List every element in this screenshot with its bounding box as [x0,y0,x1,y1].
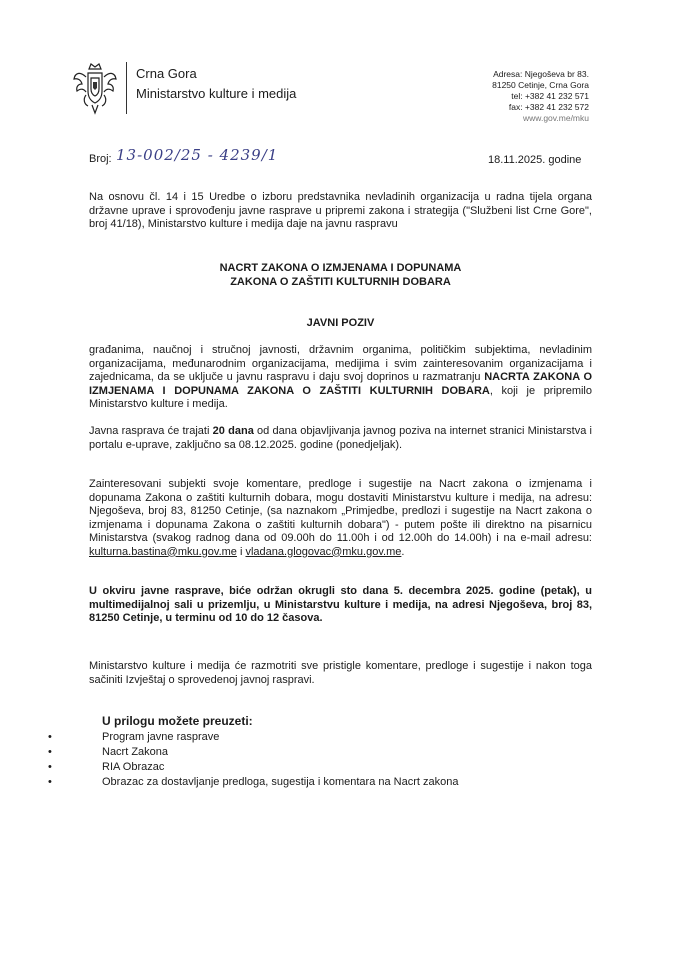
bullet-icon: • [48,746,52,758]
attachment-label: Obrazac za dostavljanje predloga, sugestija i komentara na Nacrt zakona [102,776,459,788]
ministry-name: Ministarstvo kulture i medija [136,86,297,101]
list-item[interactable] [48,775,458,790]
bullet-icon: • [48,761,52,773]
round-table-paragraph: U okviru javne rasprave, biće održan okrugli sto dana 5. decembra 2025. godine (petak), u multimedijalnoj sali u prizemlju, u Ministarstvu kulture i medija, na adresi Njegoševa, broj 83, 81250 Cetinje, u terminu od 10 do 12 časova. [89,585,592,624]
website-link[interactable]: www.gov.me/mku [523,113,589,123]
bullet-icon: • [48,776,52,788]
comments-paragraph [89,478,592,559]
bullet-icon: • [48,731,52,743]
contact-block [492,69,589,124]
invitation-draft-title: NACRTA ZAKONA O IZMJENAMA I DOPUNAMA ZAKONA O ZAŠTITI KULTURNIH DOBARA [89,371,593,397]
address: Adresa: Njegoševa br 83. [493,69,589,79]
list-item[interactable] [48,745,458,760]
attachment-label: Nacrt Zakona [102,746,169,758]
reference-label: Broj: [89,153,112,165]
conclusion-paragraph: Ministarstvo kulture i medija će razmotriti sve pristigle komentare, predloge i sugestije i nakon toga sačiniti Izvještaj o sprovedenoj javnoj raspravi. [89,660,592,686]
invitation-paragraph [89,344,592,412]
coat-of-arms-icon [72,61,118,115]
intro-paragraph: Na osnovu čl. 14 i 15 Uredbe o izboru predstavnika nevladinih organizacija u radna tijela organa državne uprave i sprovođenju javne rasprave u pripremi zakona i strategija ("Službeni list Crne Gore", broj 41/18), Ministarstvo kulture i medija daje na javnu raspravu [89,191,592,230]
comments-end: . [401,545,405,558]
city: 81250 Cetinje, Crna Gora [492,80,589,90]
attachments-heading: U prilogu možete preuzeti: [102,714,253,728]
invitation-text-end: , koji je pripremilo Ministarstvo kulture i medija. [89,384,592,410]
title-line-2: ZAKONA O ZAŠTITI KULTURNIH DOBARA [230,276,451,288]
comments-connector: i [236,545,246,558]
section-subtitle: JAVNI POZIV [306,317,375,329]
attachment-label: Program javne rasprave [102,731,220,743]
header-divider [126,62,127,114]
reference-number-handwritten: 13-002/25 - 4239/1 [116,146,279,164]
attachments-list [48,730,458,790]
duration-paragraph [89,425,592,452]
duration-text-end: od dana objavljivanja javnog poziva na internet stranici Ministarstva i portalu e-uprave, zaključno sa 08.12.2025. godine (ponedjeljak). [89,425,593,451]
invitation-text: građanima, naučnoj i stručnoj javnosti, državnim organima, političkim subjektima, nevladinim organizacijama, međunarodnim organizacijama, medijima i svim zainteresovanim organizacijama i zajednicama, da se uključe u javnu raspravu i daju svoj doprinos u razmatranju [89,344,592,383]
document-date: 18.11.2025. godine [488,154,582,166]
country-name: Crna Gora [136,66,197,81]
duration-text: Javna rasprava će trajati [89,425,213,437]
fax: fax: +382 41 232 572 [508,102,589,112]
document-title [89,261,592,289]
attachment-label: RIA Obrazac [102,761,165,773]
list-item[interactable] [48,760,458,775]
email-link-2[interactable]: vladana.glogovac@mku.gov.me [245,545,402,558]
phone: tel: +382 41 232 571 [511,91,589,101]
email-link-1[interactable]: kulturna.bastina@mku.gov.me [89,545,237,558]
comments-text: Zainteresovani subjekti svoje komentare, predloge i sugestije na Nacrt zakona o izmjenama i dopunama Zakona o zaštiti kulturnih dobara, mogu dostaviti Ministarstvu kulture i medija, na adresu: Njegoševa, broj 83, 81250 Cetinje, (sa naznakom „Primjedbe, predlozi i sugestije na Nacrt zakona o izmjenama i dopunama Zakona o zaštiti kulturnih dobara") - putem pošte ili direktno na pisarnicu Ministarstva (svakog radnog dana od 09.00h do 11.00h i od 12.00h do 14.00h) i na e-mail adresu: [89,478,592,544]
list-item[interactable] [48,730,458,745]
title-line-1: NACRT ZAKONA O IZMJENAMA I DOPUNAMA [219,262,462,274]
duration-days: 20 dana [212,425,254,437]
